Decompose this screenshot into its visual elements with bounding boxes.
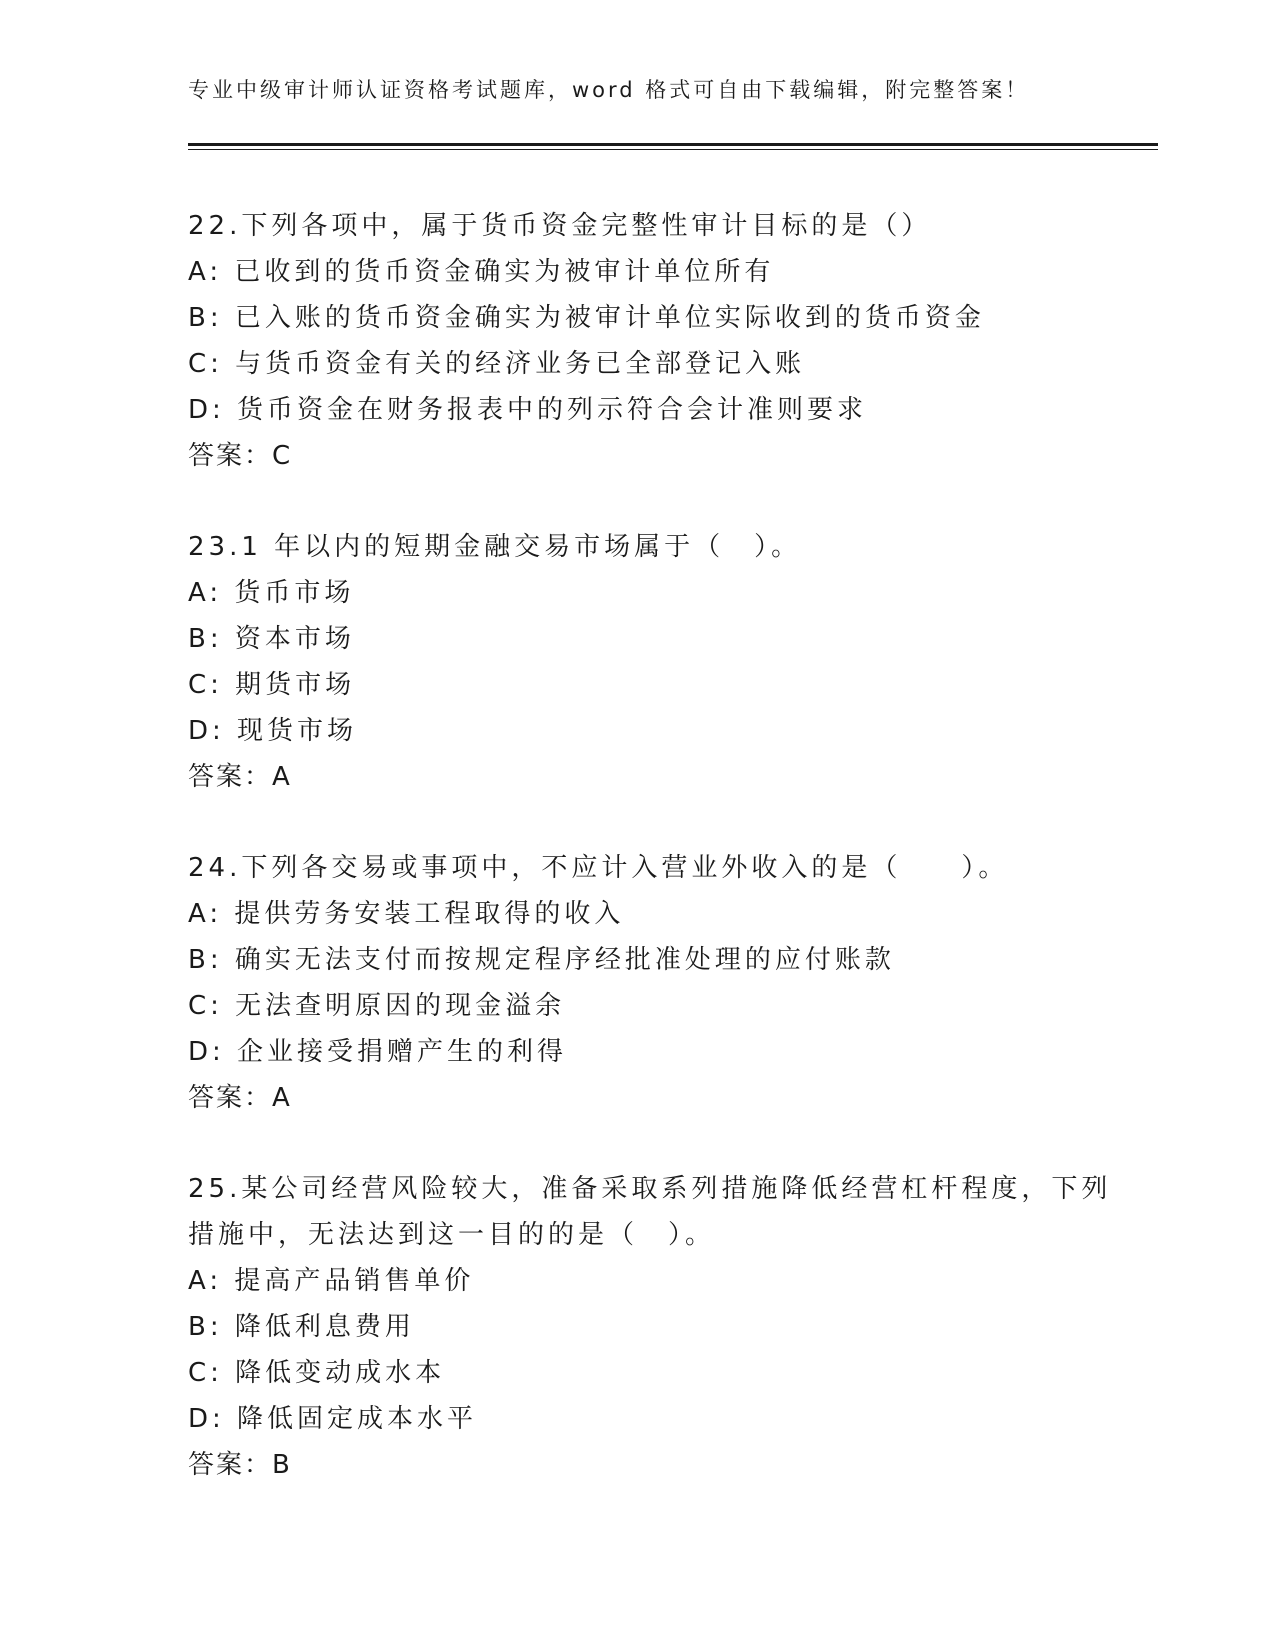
option-d: D: 现货市场 <box>188 716 358 746</box>
option-c: C: 降低变动成水本 <box>188 1358 446 1388</box>
question-25 <box>188 1166 1158 1488</box>
answer: 答案：C <box>188 441 293 471</box>
question-list <box>188 203 1158 1533</box>
option-b: B: 确实无法支付而按规定程序经批准处理的应付账款 <box>188 945 895 975</box>
option-b: B: 降低利息费用 <box>188 1312 415 1342</box>
option-c: C: 无法查明原因的现金溢余 <box>188 991 566 1021</box>
answer: 答案：B <box>188 1450 292 1480</box>
answer: 答案：A <box>188 762 292 792</box>
question-23 <box>188 524 1158 800</box>
option-d: D: 企业接受捐赠产生的利得 <box>188 1037 568 1067</box>
option-b: B: 已入账的货币资金确实为被审计单位实际收到的货币资金 <box>188 303 985 333</box>
header-divider <box>188 143 1158 150</box>
answer: 答案：A <box>188 1083 292 1113</box>
option-a: A: 提供劳务安装工程取得的收入 <box>188 899 625 929</box>
option-a: A: 提高产品销售单价 <box>188 1266 475 1296</box>
question-stem: 25.某公司经营风险较大，准备采取系列措施降低经营杠杆程度，下列 <box>188 1174 1112 1204</box>
option-c: C: 期货市场 <box>188 670 356 700</box>
header-text: 专业中级审计师认证资格考试题库，word 格式可自由下载编辑，附完整答案！ <box>188 78 1030 102</box>
question-stem-continued: 措施中，无法达到这一目的的是（ ）。 <box>188 1220 716 1250</box>
question-22 <box>188 203 1158 479</box>
option-d: D: 货币资金在财务报表中的列示符合会计准则要求 <box>188 395 868 425</box>
option-a: A: 货币市场 <box>188 578 355 608</box>
option-c: C: 与货币资金有关的经济业务已全部登记入账 <box>188 349 806 379</box>
option-d: D: 降低固定成本水平 <box>188 1404 478 1434</box>
option-a: A: 已收到的货币资金确实为被审计单位所有 <box>188 257 775 287</box>
question-24 <box>188 845 1158 1121</box>
question-stem: 22.下列各项中，属于货币资金完整性审计目标的是（） <box>188 211 932 241</box>
question-stem: 23.1 年以内的短期金融交易市场属于（ ）。 <box>188 532 802 562</box>
question-stem: 24.下列各交易或事项中，不应计入营业外收入的是（ ）。 <box>188 853 1009 883</box>
option-b: B: 资本市场 <box>188 624 355 654</box>
